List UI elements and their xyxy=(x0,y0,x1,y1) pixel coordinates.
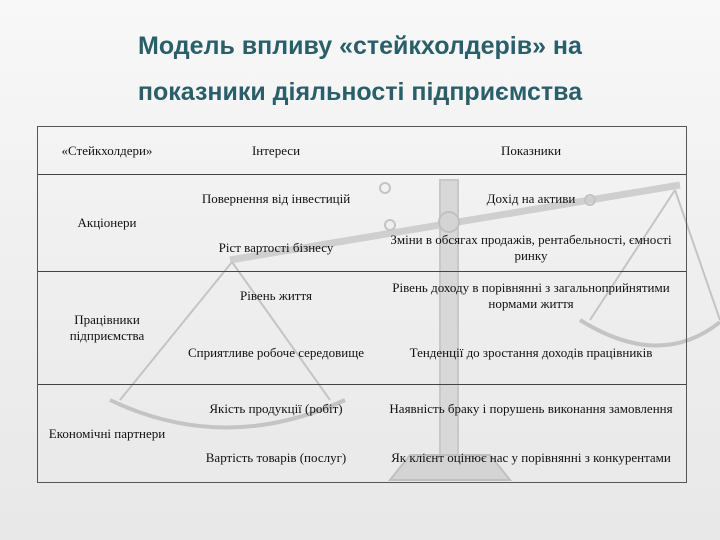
indicator-cell: Тенденції до зростання доходів працівників xyxy=(409,344,653,360)
indicator-cell: Як клієнт оцінює нас у порівнянні з конкурентами xyxy=(391,450,671,465)
indicator-cell: Наявність браку і порушень виконання замовлення xyxy=(389,401,673,416)
interest-cell: Вартість товарів (послуг) xyxy=(205,450,347,465)
table-rule xyxy=(38,271,686,272)
stakeholder-table xyxy=(37,126,687,483)
stakeholder-partners: Економічні партнери xyxy=(48,425,166,441)
indicator-cell: Рівень доходу в порівнянні з загальноприйнятими нормами життя xyxy=(392,280,670,311)
indicator-cell: Зміни в обсягах продажів, рентабельності, ємності ринку xyxy=(390,231,672,263)
indicator-cell: Дохід на активи xyxy=(486,191,576,206)
interest-cell: Якість продукції (робіт) xyxy=(209,401,343,416)
interest-cell: Повернення від інвестицій xyxy=(201,191,351,206)
table-rule xyxy=(38,384,686,385)
slide-title-line-1: Модель впливу «стейкхолдерів» на xyxy=(138,32,582,60)
interest-cell: Рівень життя xyxy=(240,288,312,303)
header-indicators: Показники xyxy=(500,142,562,158)
stakeholder-shareholders: Акціонери xyxy=(77,215,137,230)
table-rule xyxy=(38,174,686,175)
header-stakeholders: «Стейкхолдери» xyxy=(61,142,153,158)
interest-cell: Ріст вартості бізнесу xyxy=(218,239,334,255)
slide-title-line-2: показники діяльності підприємства xyxy=(137,78,583,106)
header-interests: Інтереси xyxy=(251,142,301,158)
interest-cell: Сприятливе робоче середовище xyxy=(187,344,365,360)
stakeholder-employees: Працівники підприємства xyxy=(69,312,145,343)
